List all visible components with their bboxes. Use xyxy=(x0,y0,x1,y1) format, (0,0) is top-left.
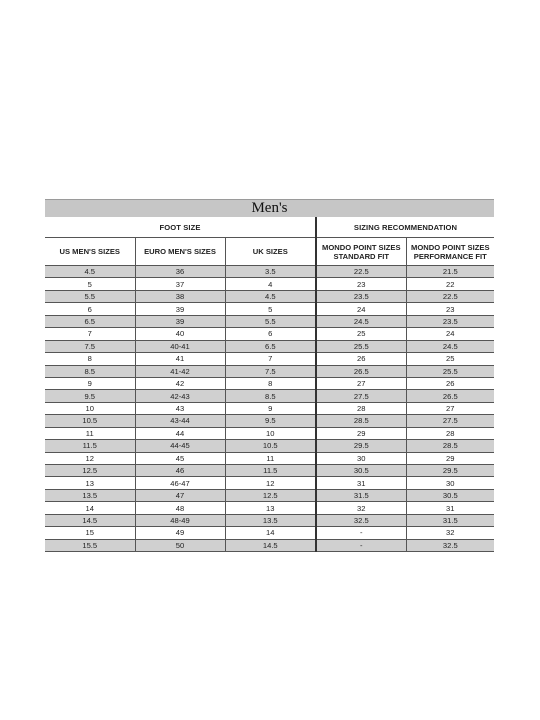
table-cell: 4 xyxy=(225,278,316,290)
table-cell: 25 xyxy=(406,353,494,365)
column-mondo-standard xyxy=(316,238,406,266)
table-cell: 30.5 xyxy=(406,489,494,501)
group-foot-size: FOOT SIZE xyxy=(45,217,316,238)
table-cell: 44-45 xyxy=(135,440,225,452)
table-cell: 38 xyxy=(135,290,225,302)
column-header-line: MONDO POINT SIZES xyxy=(411,242,490,252)
table-cell: 10 xyxy=(225,427,316,439)
table-row xyxy=(45,303,494,315)
table-cell: 25.5 xyxy=(316,340,406,352)
table-cell: - xyxy=(316,539,406,551)
table-row xyxy=(45,477,494,489)
size-table xyxy=(45,217,494,552)
table-cell: 23 xyxy=(406,303,494,315)
table-cell: 8.5 xyxy=(45,365,135,377)
table-cell: - xyxy=(316,527,406,539)
table-cell: 22.5 xyxy=(406,290,494,302)
table-row xyxy=(45,427,494,439)
table-cell: 14 xyxy=(45,502,135,514)
table-cell: 7 xyxy=(45,328,135,340)
table-row xyxy=(45,539,494,551)
table-cell: 23 xyxy=(316,278,406,290)
table-cell: 12.5 xyxy=(225,489,316,501)
table-row xyxy=(45,390,494,402)
table-cell: 25 xyxy=(316,328,406,340)
table-cell: 26.5 xyxy=(316,365,406,377)
table-cell: 50 xyxy=(135,539,225,551)
table-cell: 6.5 xyxy=(45,315,135,327)
table-cell: 11 xyxy=(45,427,135,439)
table-cell: 30.5 xyxy=(316,465,406,477)
table-cell: 43-44 xyxy=(135,415,225,427)
table-cell: 8.5 xyxy=(225,390,316,402)
column-us-sizes xyxy=(45,238,135,266)
table-cell: 6 xyxy=(45,303,135,315)
table-row xyxy=(45,290,494,302)
table-cell: 37 xyxy=(135,278,225,290)
table-cell: 41 xyxy=(135,353,225,365)
table-cell: 27 xyxy=(316,377,406,389)
table-row xyxy=(45,278,494,290)
table-row xyxy=(45,527,494,539)
table-row xyxy=(45,266,494,278)
column-header-line: MONDO POINT SIZES xyxy=(322,242,401,252)
table-cell: 27.5 xyxy=(406,415,494,427)
table-cell: 7.5 xyxy=(225,365,316,377)
table-cell: 12 xyxy=(225,477,316,489)
table-cell: 27.5 xyxy=(316,390,406,402)
table-cell: 42 xyxy=(135,377,225,389)
table-cell: 13.5 xyxy=(45,489,135,501)
table-cell: 36 xyxy=(135,266,225,278)
table-cell: 26.5 xyxy=(406,390,494,402)
table-cell: 48 xyxy=(135,502,225,514)
table-cell: 30 xyxy=(316,452,406,464)
table-cell: 15 xyxy=(45,527,135,539)
table-row xyxy=(45,402,494,414)
table-cell: 40 xyxy=(135,328,225,340)
table-cell: 27 xyxy=(406,402,494,414)
table-cell: 22.5 xyxy=(316,266,406,278)
table-cell: 44 xyxy=(135,427,225,439)
table-cell: 28 xyxy=(406,427,494,439)
table-cell: 11 xyxy=(225,452,316,464)
table-row xyxy=(45,489,494,501)
table-cell: 48-49 xyxy=(135,514,225,526)
table-cell: 40-41 xyxy=(135,340,225,352)
table-row xyxy=(45,377,494,389)
table-cell: 13.5 xyxy=(225,514,316,526)
table-row xyxy=(45,315,494,327)
table-cell: 29 xyxy=(406,452,494,464)
table-cell: 29.5 xyxy=(316,440,406,452)
column-header-line: EURO MEN'S SIZES xyxy=(144,247,216,256)
table-cell: 47 xyxy=(135,489,225,501)
table-cell: 7.5 xyxy=(45,340,135,352)
table-cell: 21.5 xyxy=(406,266,494,278)
table-row xyxy=(45,353,494,365)
table-row xyxy=(45,452,494,464)
table-cell: 24 xyxy=(406,328,494,340)
table-cell: 28.5 xyxy=(316,415,406,427)
size-chart xyxy=(45,199,494,552)
table-cell: 14 xyxy=(225,527,316,539)
table-cell: 46 xyxy=(135,465,225,477)
table-cell: 26 xyxy=(406,377,494,389)
table-cell: 11.5 xyxy=(45,440,135,452)
table-cell: 6 xyxy=(225,328,316,340)
table-cell: 32.5 xyxy=(406,539,494,551)
table-cell: 45 xyxy=(135,452,225,464)
table-cell: 41-42 xyxy=(135,365,225,377)
table-cell: 32.5 xyxy=(316,514,406,526)
table-cell: 39 xyxy=(135,303,225,315)
table-cell: 31 xyxy=(406,502,494,514)
table-cell: 29.5 xyxy=(406,465,494,477)
table-cell: 4.5 xyxy=(45,266,135,278)
table-row xyxy=(45,415,494,427)
column-header-line: US MEN'S SIZES xyxy=(59,247,120,256)
table-cell: 15.5 xyxy=(45,539,135,551)
table-cell: 23.5 xyxy=(406,315,494,327)
group-sizing-recommendation: SIZING RECOMMENDATION xyxy=(316,217,494,238)
table-cell: 12 xyxy=(45,452,135,464)
table-cell: 31.5 xyxy=(316,489,406,501)
table-row xyxy=(45,465,494,477)
table-row xyxy=(45,340,494,352)
column-uk-sizes xyxy=(225,238,316,266)
table-cell: 13 xyxy=(225,502,316,514)
table-cell: 14.5 xyxy=(225,539,316,551)
column-header-line: UK SIZES xyxy=(252,247,288,256)
table-cell: 9.5 xyxy=(45,390,135,402)
table-cell: 29 xyxy=(316,427,406,439)
table-row xyxy=(45,365,494,377)
table-cell: 5 xyxy=(45,278,135,290)
size-rows xyxy=(45,266,494,552)
column-euro-sizes xyxy=(135,238,225,266)
table-cell: 3.5 xyxy=(225,266,316,278)
table-cell: 30 xyxy=(406,477,494,489)
table-cell: 7 xyxy=(225,353,316,365)
table-cell: 22 xyxy=(406,278,494,290)
table-cell: 24.5 xyxy=(406,340,494,352)
table-row xyxy=(45,514,494,526)
table-cell: 49 xyxy=(135,527,225,539)
table-cell: 23.5 xyxy=(316,290,406,302)
table-cell: 4.5 xyxy=(225,290,316,302)
table-cell: 24 xyxy=(316,303,406,315)
table-cell: 46-47 xyxy=(135,477,225,489)
table-cell: 5.5 xyxy=(45,290,135,302)
table-row xyxy=(45,502,494,514)
chart-title: Men's xyxy=(45,199,494,217)
table-cell: 6.5 xyxy=(225,340,316,352)
table-cell: 32 xyxy=(316,502,406,514)
table-cell: 32 xyxy=(406,527,494,539)
table-row xyxy=(45,328,494,340)
column-header-line: STANDARD FIT xyxy=(333,251,390,261)
table-cell: 10.5 xyxy=(225,440,316,452)
column-header-row xyxy=(45,238,494,266)
table-cell: 28.5 xyxy=(406,440,494,452)
table-cell: 11.5 xyxy=(225,465,316,477)
table-cell: 13 xyxy=(45,477,135,489)
table-cell: 8 xyxy=(45,353,135,365)
table-cell: 5 xyxy=(225,303,316,315)
table-cell: 42-43 xyxy=(135,390,225,402)
table-cell: 24.5 xyxy=(316,315,406,327)
table-cell: 10 xyxy=(45,402,135,414)
column-mondo-performance xyxy=(406,238,494,266)
table-cell: 43 xyxy=(135,402,225,414)
table-row xyxy=(45,440,494,452)
table-cell: 39 xyxy=(135,315,225,327)
table-cell: 12.5 xyxy=(45,465,135,477)
table-cell: 14.5 xyxy=(45,514,135,526)
column-header-line: PERFORMANCE FIT xyxy=(413,251,487,261)
table-cell: 9.5 xyxy=(225,415,316,427)
table-cell: 28 xyxy=(316,402,406,414)
table-cell: 31.5 xyxy=(406,514,494,526)
table-cell: 9 xyxy=(45,377,135,389)
group-header-row xyxy=(45,217,494,238)
table-cell: 8 xyxy=(225,377,316,389)
table-cell: 26 xyxy=(316,353,406,365)
table-cell: 10.5 xyxy=(45,415,135,427)
table-cell: 5.5 xyxy=(225,315,316,327)
table-cell: 25.5 xyxy=(406,365,494,377)
table-cell: 9 xyxy=(225,402,316,414)
table-cell: 31 xyxy=(316,477,406,489)
